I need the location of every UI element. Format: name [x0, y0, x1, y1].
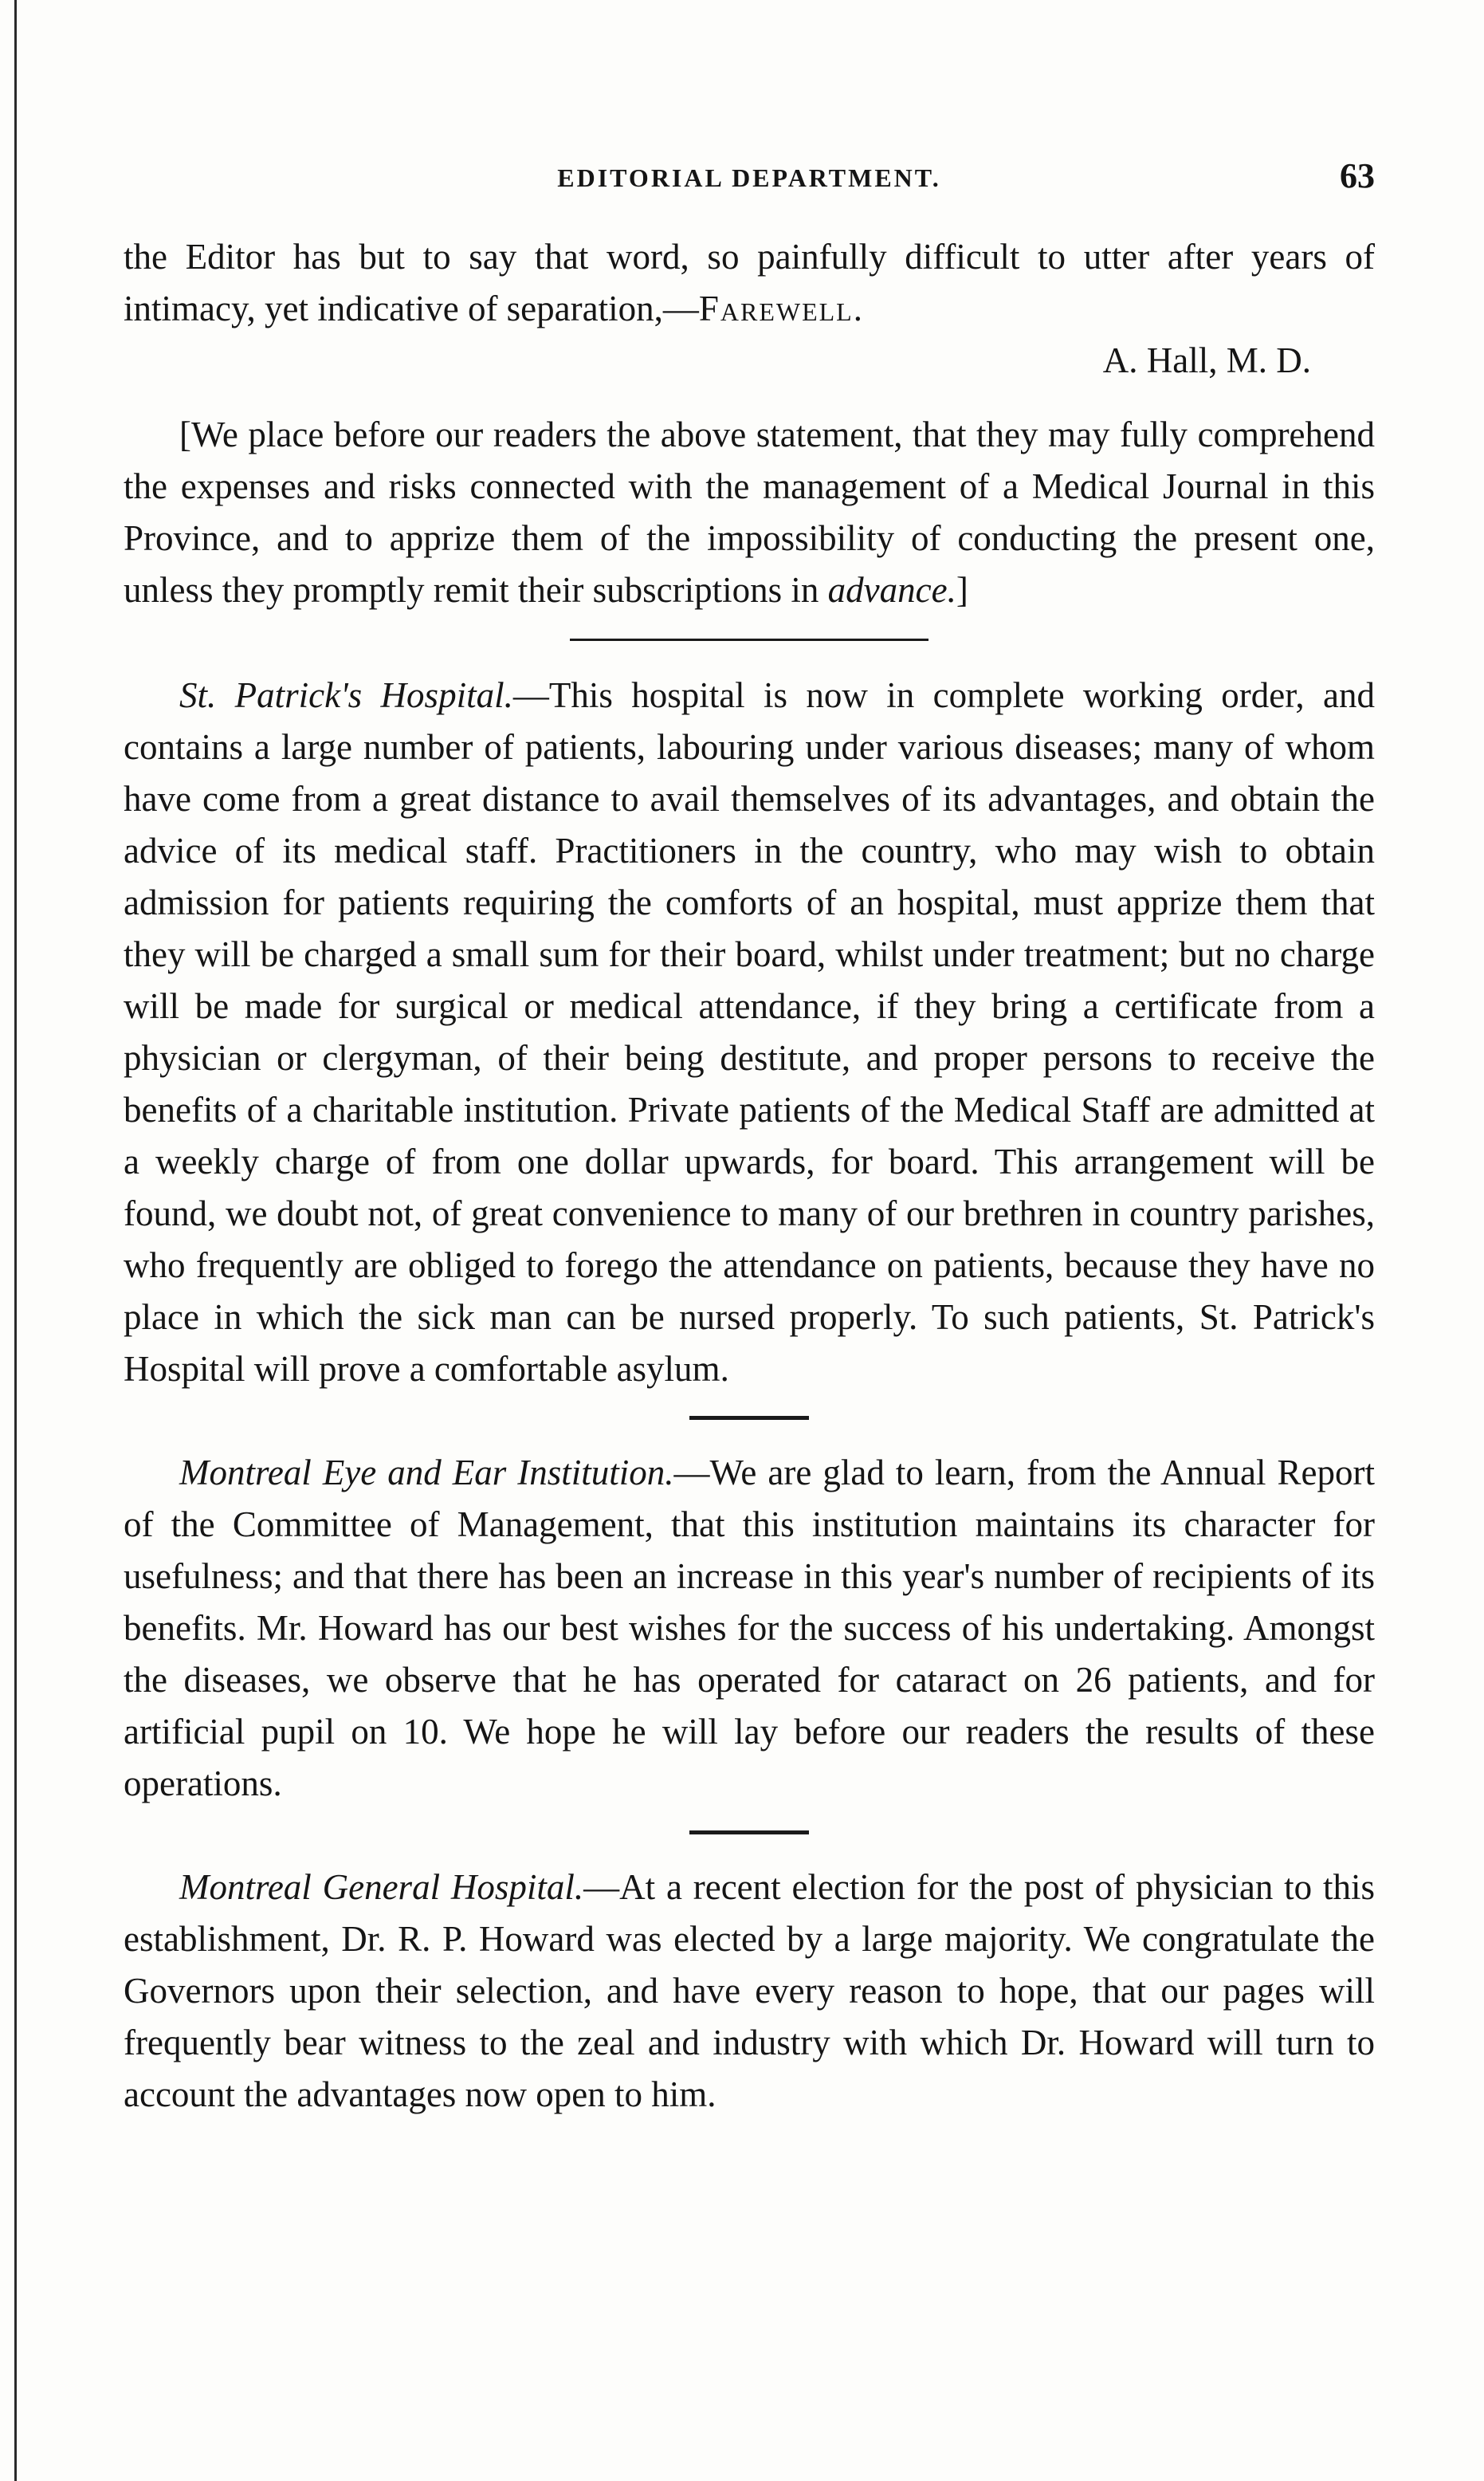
editor-note-text: [We place before our readers the above statement, that they may fully comprehend the expenses and risks connected with the management of a Medical Journal in this Province, and to apprize them of the impossibility of conducting the present one, unless they promptly remit their subscriptions in	[124, 415, 1375, 610]
section-divider	[570, 639, 928, 641]
page-header	[124, 147, 1375, 211]
eye-ear-body: —We are glad to learn, from the Annual Report of the Committee of Management, that this institution maintains its character for usefulness; and that there has been an increase in this year's number of recipients of its benefits. Mr. Howard has our best wishes for the success of his undertaking. Amongst the diseases, we observe that he has operated for cataract on 26 patients, and for artificial pupil on 10. We hope he will lay before our readers the results of these operations.	[124, 1453, 1375, 1803]
st-patricks-title: St. Patrick's Hospital.	[179, 675, 513, 715]
editor-note-bracket: ]	[956, 570, 968, 610]
editor-note-italic: advance.	[827, 570, 956, 610]
section-divider	[689, 1830, 809, 1834]
editor-note	[124, 409, 1375, 616]
eye-ear-paragraph	[124, 1447, 1375, 1810]
page-body	[124, 231, 1375, 2121]
farewell-paragraph	[124, 231, 1375, 335]
editor-signature: A. Hall, M. D.	[1102, 340, 1311, 380]
general-hospital-body: —At a recent election for the post of physician to this establishment, Dr. R. P. Howard was elected by a large majority. We congratulate the Governors upon their selection, and have every reason to hope, that our pages will frequently bear witness to the zeal and industry with which Dr. Howard will turn to account the advantages now open to him.	[124, 1867, 1375, 2114]
page-number: 63	[1340, 156, 1375, 195]
farewell-text: the Editor has but to say that word, so painfully difficult to utter after years of intimacy, yet indicative of separation,—	[124, 237, 1375, 328]
running-head: EDITORIAL DEPARTMENT.	[557, 163, 941, 192]
general-hospital-paragraph	[124, 1862, 1375, 2121]
page-edge	[14, 0, 17, 2481]
st-patricks-body: —This hospital is now in complete working order, and contains a large number of patients, labouring under various diseases; many of whom have come from a great distance to avail themselves of its advantages, and obtain the advice of its medical staff. Practitioners in the country, who may wish to obtain admission for patients requiring the comforts of an hospital, must apprize them that they will be charged a small sum for their board, whilst under treatment; but no charge will be made for surgical or medical attendance, if they bring a certificate from a physician or clergyman, of their being destitute, and proper persons to receive the benefits of a charitable institution. Private patients of the Medical Staff are admitted at a weekly charge of from one dollar upwards, for board. This arrangement will be found, we doubt not, of great convenience to many of our brethren in country parishes, who frequently are obliged to forego the attendance on patients, because they have no place in which the sick man can be nursed properly. To such patients, St. Patrick's Hospital will prove a comfortable asylum.	[124, 675, 1375, 1389]
farewell-word: Farewell.	[698, 289, 864, 328]
eye-ear-title: Montreal Eye and Ear Institution.	[179, 1453, 674, 1492]
general-hospital-title: Montreal General Hospital.	[179, 1867, 584, 1907]
section-divider	[689, 1416, 809, 1420]
paragraph-gap	[124, 387, 1375, 409]
st-patricks-paragraph	[124, 670, 1375, 1395]
